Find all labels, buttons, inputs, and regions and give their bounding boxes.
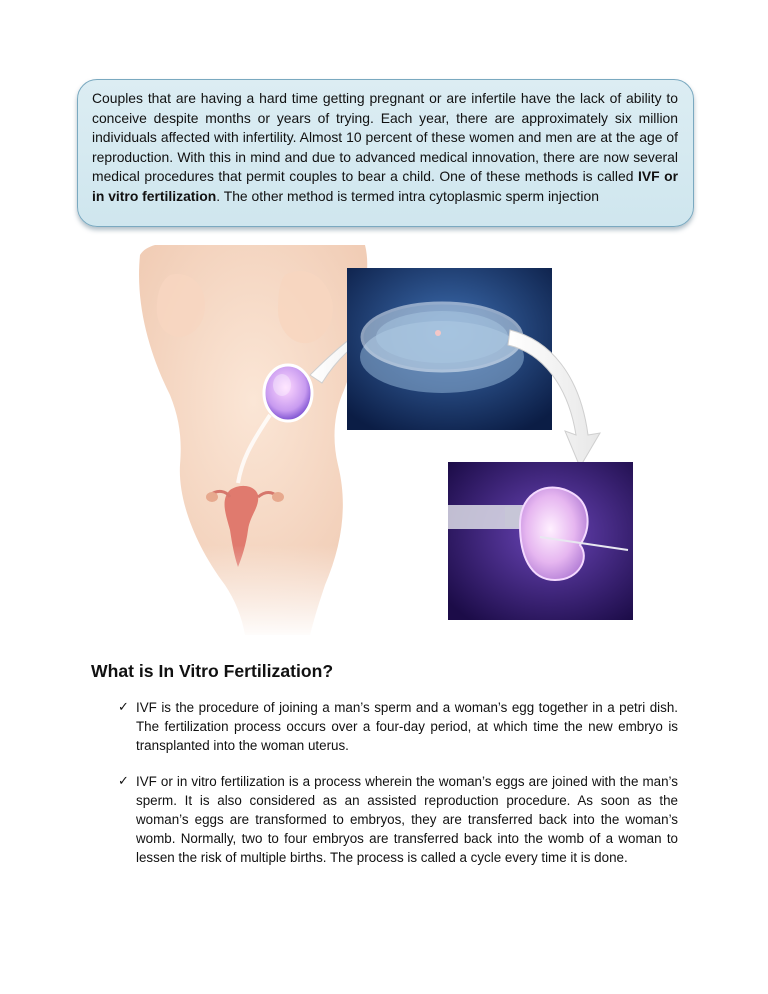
section-heading: What is In Vitro Fertilization?	[91, 661, 334, 681]
ivf-illustration	[110, 245, 650, 640]
intro-text-part2: . The other method is termed intra cytoplasmic sperm injection	[216, 187, 599, 204]
bullet-list	[118, 698, 678, 884]
list-item	[118, 772, 678, 867]
intro-callout-box	[77, 79, 694, 227]
sperm-injection-panel	[448, 462, 633, 620]
bullet-text: IVF is the procedure of joining a man’s sperm and a woman’s egg together in a petri dish. The fertilization process occurs over a four-day period, at which time the new embryo is transplanted into the woman uterus.	[136, 700, 678, 753]
checkmark-icon: ✓	[118, 774, 129, 789]
bullet-text: IVF or in vitro fertilization is a process wherein the woman’s eggs are joined with the man’s sperm. It is also considered as an assisted reproduction procedure. As soon as the woman’s eggs are transformed to embryos, they are transferred back into the woman’s womb. Normally, two to four embryos are transferred back into the womb of a woman to lessen the risk of multiple births. The process is called a cycle every time it is done.	[136, 774, 678, 865]
intro-bold-term: IVF or in vitro fertilization	[92, 168, 679, 204]
intro-text-part1: Couples that are having a hard time getting pregnant or are infertile have the lack of ability to conceive despite months or years of trying. Each year, there are approximately six million individuals affected with infertility. Almost 10 percent of these women and men are at the age of reproduction. With this in mind and due to advanced medical innovation, there are now several medical procedures that permit couples to bear a child. One of these methods is called	[92, 90, 678, 185]
ovary-magnifier	[264, 365, 312, 421]
list-item	[118, 698, 678, 755]
checkmark-icon: ✓	[118, 700, 129, 715]
